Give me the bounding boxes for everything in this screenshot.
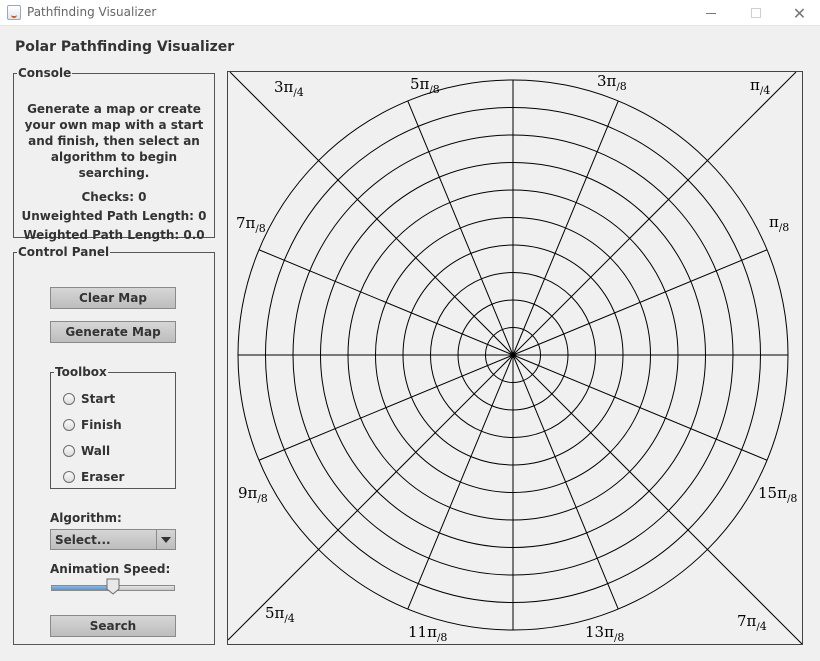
grid-spoke [513, 72, 796, 355]
grid-spoke [228, 355, 513, 640]
angle-label-3pi-4: $3\pi_/4$ [274, 78, 304, 99]
minimize-button[interactable] [688, 0, 733, 26]
title-bar [0, 0, 820, 26]
radio-icon[interactable] [63, 393, 75, 405]
maximize-icon [751, 8, 761, 18]
angle-label-5pi-4: $5\pi_/4$ [265, 604, 295, 625]
tool-label: Wall [81, 444, 111, 458]
console-legend: Console [18, 66, 72, 80]
tool-wall-radio[interactable] [63, 443, 110, 459]
close-button[interactable] [777, 0, 820, 26]
angle-label-9pi-8: $9\pi_/8$ [238, 484, 268, 505]
angle-label-7pi-8: $7\pi_/8$ [236, 214, 266, 235]
algorithm-selected-value: Select... [55, 533, 111, 547]
radio-icon[interactable] [63, 471, 75, 483]
angle-label-pi-4: $\pi_/4$ [750, 76, 771, 97]
tool-finish-radio[interactable] [63, 417, 122, 433]
polar-grid[interactable] [228, 72, 802, 644]
radio-icon[interactable] [63, 445, 75, 457]
grid-spoke [408, 355, 513, 609]
tool-start-radio[interactable] [63, 391, 115, 407]
animation-speed-label: Animation Speed: [50, 562, 171, 576]
angle-label-13pi-8: $13\pi_/8$ [585, 623, 625, 644]
grid-spoke [513, 355, 767, 460]
window-title: Pathfinding Visualizer [27, 5, 157, 19]
angle-label-11pi-8: $11\pi_/8$ [408, 623, 448, 644]
algorithm-select[interactable] [50, 529, 176, 550]
minimize-icon [706, 13, 716, 14]
tool-label: Start [81, 392, 116, 406]
angle-label-15pi-8: $15\pi_/8$ [758, 484, 798, 505]
toolbox-legend: Toolbox [55, 365, 107, 379]
control-panel [13, 245, 215, 645]
grid-spoke [513, 101, 618, 355]
checks-count: Checks: 0 [81, 190, 147, 204]
generate-map-button[interactable]: Generate Map [50, 321, 176, 343]
grid-spoke [230, 72, 513, 355]
control-panel-legend: Control Panel [18, 245, 110, 259]
slider-thumb-handle[interactable] [106, 578, 120, 595]
app-heading: Polar Pathfinding Visualizer [15, 39, 235, 55]
grid-spoke [259, 250, 513, 355]
angle-label-pi-8: $\pi_/8$ [769, 213, 790, 234]
weighted-path-length: Weighted Path Length: 0.0 [23, 228, 205, 242]
slider-fill [52, 586, 113, 590]
console-panel [13, 66, 215, 242]
dropdown-arrow-button[interactable] [156, 530, 175, 549]
close-icon: ✕ [792, 3, 807, 23]
console-message: Generate a map or create your own map with a start and finish, then select an algorithm to begin searching. [24, 102, 204, 180]
tool-eraser-radio[interactable] [63, 469, 124, 485]
polar-grid-canvas[interactable] [227, 71, 803, 645]
toolbox-group [50, 365, 176, 489]
java-app-icon [7, 5, 21, 20]
unweighted-path-length: Unweighted Path Length: 0 [21, 209, 207, 223]
maximize-button[interactable] [733, 0, 778, 26]
tool-label: Finish [81, 418, 122, 432]
radio-icon[interactable] [63, 419, 75, 431]
grid-spoke [513, 250, 767, 355]
clear-map-button[interactable]: Clear Map [50, 287, 176, 309]
algorithm-label: Algorithm: [50, 511, 122, 525]
grid-spoke [259, 355, 513, 460]
tool-label: Eraser [81, 470, 125, 484]
grid-spoke [513, 355, 618, 609]
search-button[interactable]: Search [50, 615, 176, 637]
angle-label-5pi-8: $5\pi_/8$ [410, 75, 440, 96]
chevron-down-icon [161, 537, 171, 543]
angle-label-7pi-4: $7\pi_/4$ [737, 612, 767, 633]
grid-spoke [408, 101, 513, 355]
angle-label-3pi-8: $3\pi_/8$ [597, 72, 627, 93]
grid-spokes [228, 72, 802, 644]
